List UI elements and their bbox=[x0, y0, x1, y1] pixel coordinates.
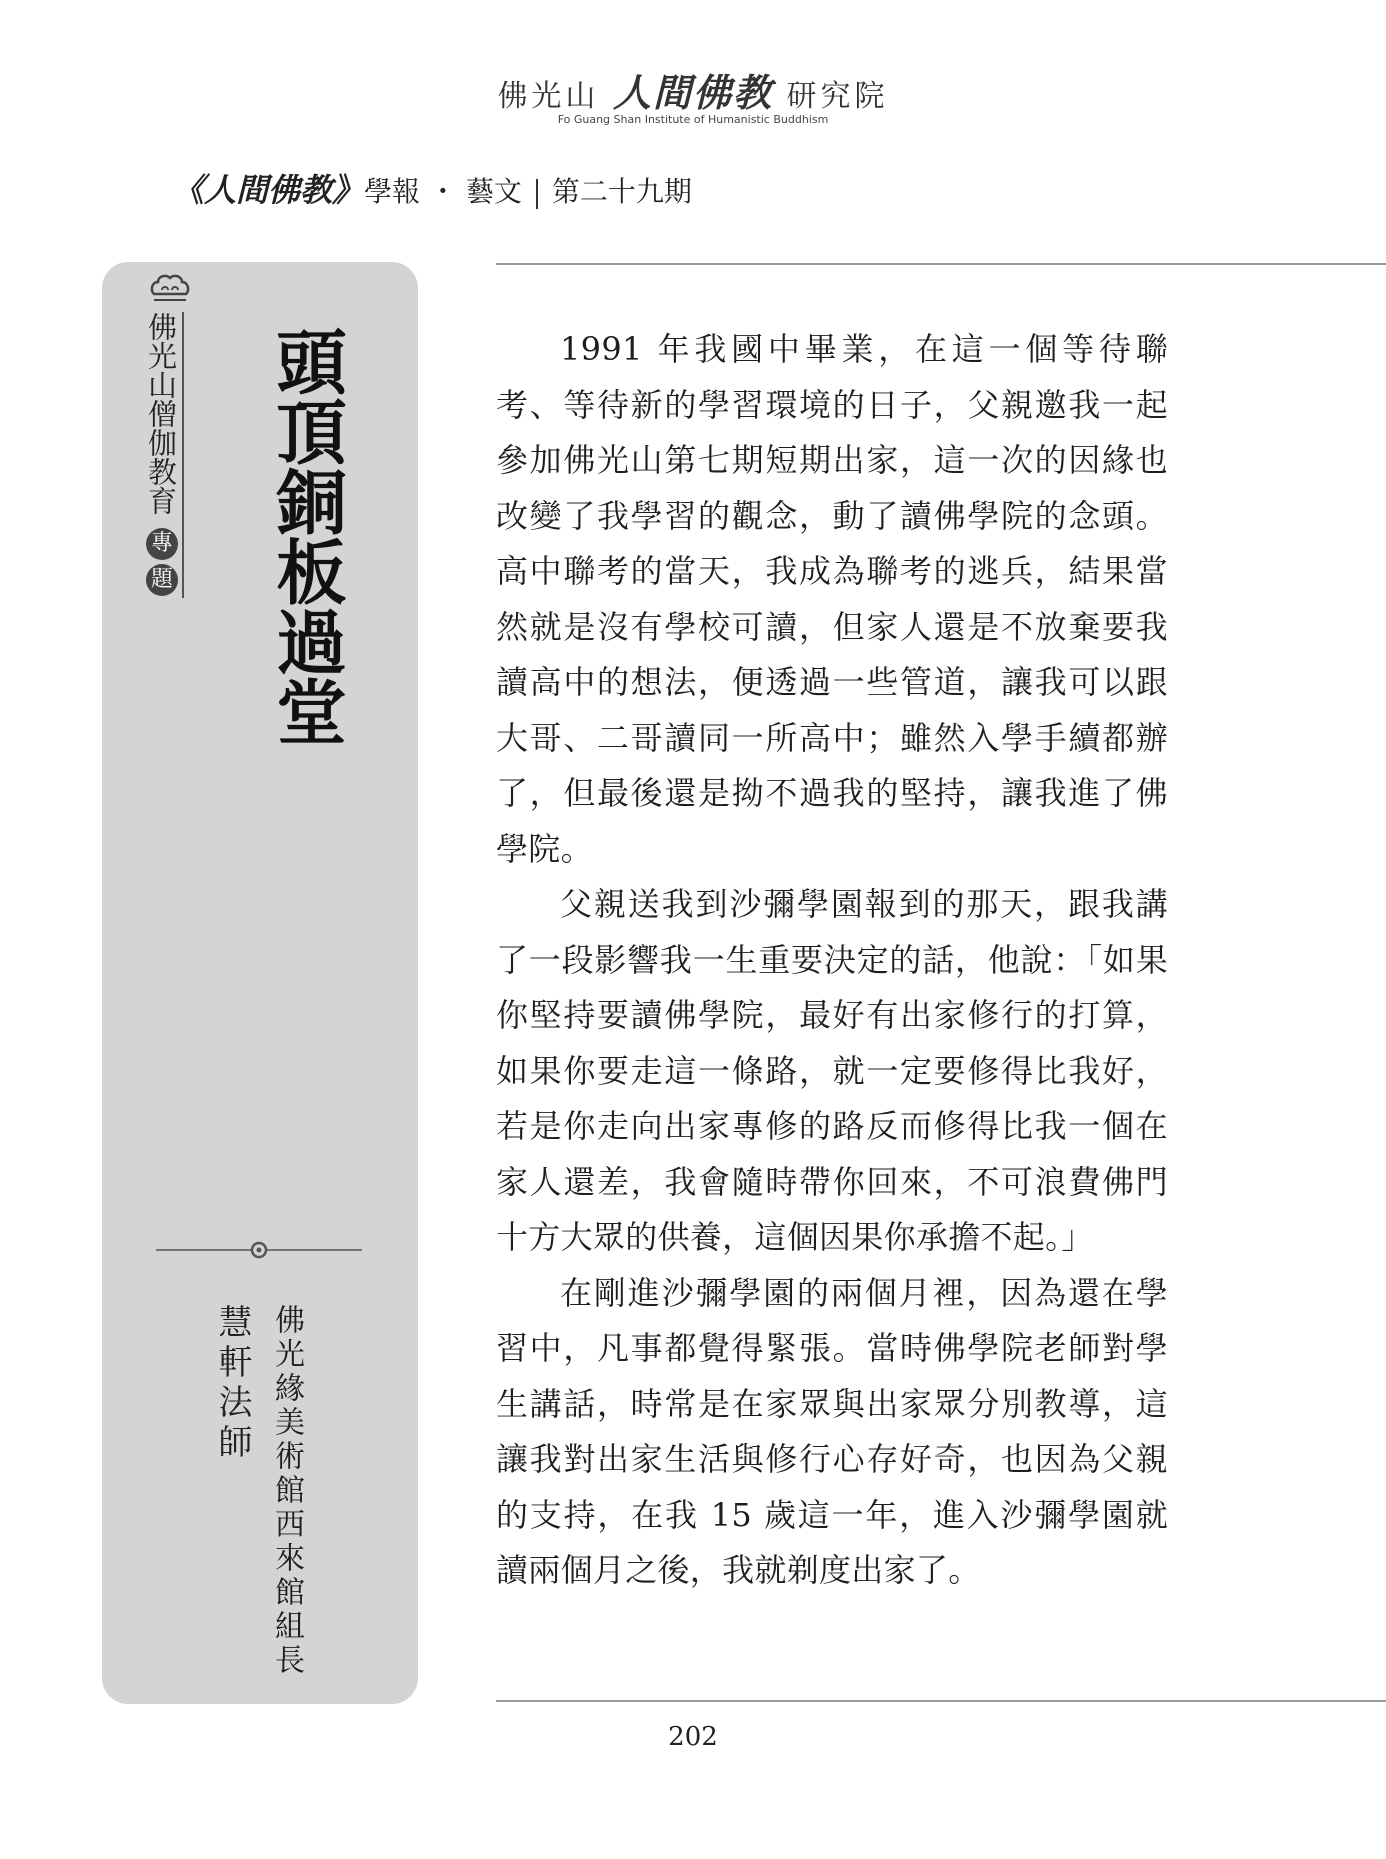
page-number: 202 bbox=[668, 1722, 718, 1752]
top-rule bbox=[496, 263, 1386, 265]
series-name: 佛光山僧伽教育 bbox=[144, 312, 178, 515]
paragraph: 父親送我到沙彌學園報到的那天，跟我講了一段影響我一生重要決定的話，他說：「如果你堅持要讀佛學院，最好有出家修行的打算，如果你要走這一條路，就一定要修得比我好，若是你走向出家專修的路反而修得比我一個在家人還差，我會隨時帶你回來，不可浪費佛門十方大眾的供養，這個因果你承擔不起。」 bbox=[496, 885, 1168, 1256]
journal-brand: 《人間佛教》 bbox=[172, 171, 365, 209]
institute-brand: 人間佛教 bbox=[612, 70, 773, 115]
paragraph: 在剛進沙彌學園的兩個月裡，因為還在學習中，凡事都覺得緊張。當時佛學院老師對學生講話，時常是在家眾與出家眾分別教導，這讓我對出家生活與修行心存好奇，也因為父親的支持，在我 15 歲這一年，進入沙彌學園就讀兩個月之後，我就剃度出家了。 bbox=[496, 1273, 1168, 1589]
journal-issue: 第二十九期 bbox=[551, 175, 692, 208]
cloud-ornament-icon bbox=[148, 268, 192, 308]
institute-header bbox=[0, 62, 1386, 117]
paragraph: 1991 年我國中畢業，在這一個等待聯考、等待新的學習環境的日子，父親邀我一起參加佛光山第七期短期出家，這一次的因緣也改變了我學習的觀念，動了讀佛學院的念頭。高中聯考的當天，我成為聯考的逃兵，結果當然就是沒有學校可讀，但家人還是不放棄要我讀高中的想法，便透過一些管道，讓我可以跟大哥、二哥讀同一所高中；雖然入學手續都辦了，但最後還是拗不過我的堅持，讓我進了佛學院。 bbox=[496, 330, 1168, 868]
author-name: 慧軒法師 bbox=[212, 1304, 252, 1464]
topic-tag bbox=[146, 528, 180, 600]
topic-tag-char: 題 bbox=[146, 564, 178, 596]
journal-title bbox=[172, 165, 692, 211]
article-body bbox=[496, 322, 1168, 1599]
article-title: 頭頂銅板過堂 bbox=[265, 326, 348, 746]
institute-english-name: Fo Guang Shan Institute of Humanistic Buddhism bbox=[557, 113, 829, 126]
bottom-rule bbox=[496, 1700, 1386, 1702]
institute-name-right: 研究院 bbox=[786, 79, 889, 114]
series-rule bbox=[182, 312, 184, 598]
journal-section: 學報 ・ 藝文 bbox=[364, 175, 522, 208]
author-affiliation: 佛光緣美術館西來館組長 bbox=[269, 1304, 304, 1678]
author-divider bbox=[156, 1240, 362, 1260]
topic-tag-char: 專 bbox=[146, 528, 178, 560]
institute-name-left: 佛光山 bbox=[497, 79, 600, 114]
journal-separator bbox=[536, 179, 538, 209]
